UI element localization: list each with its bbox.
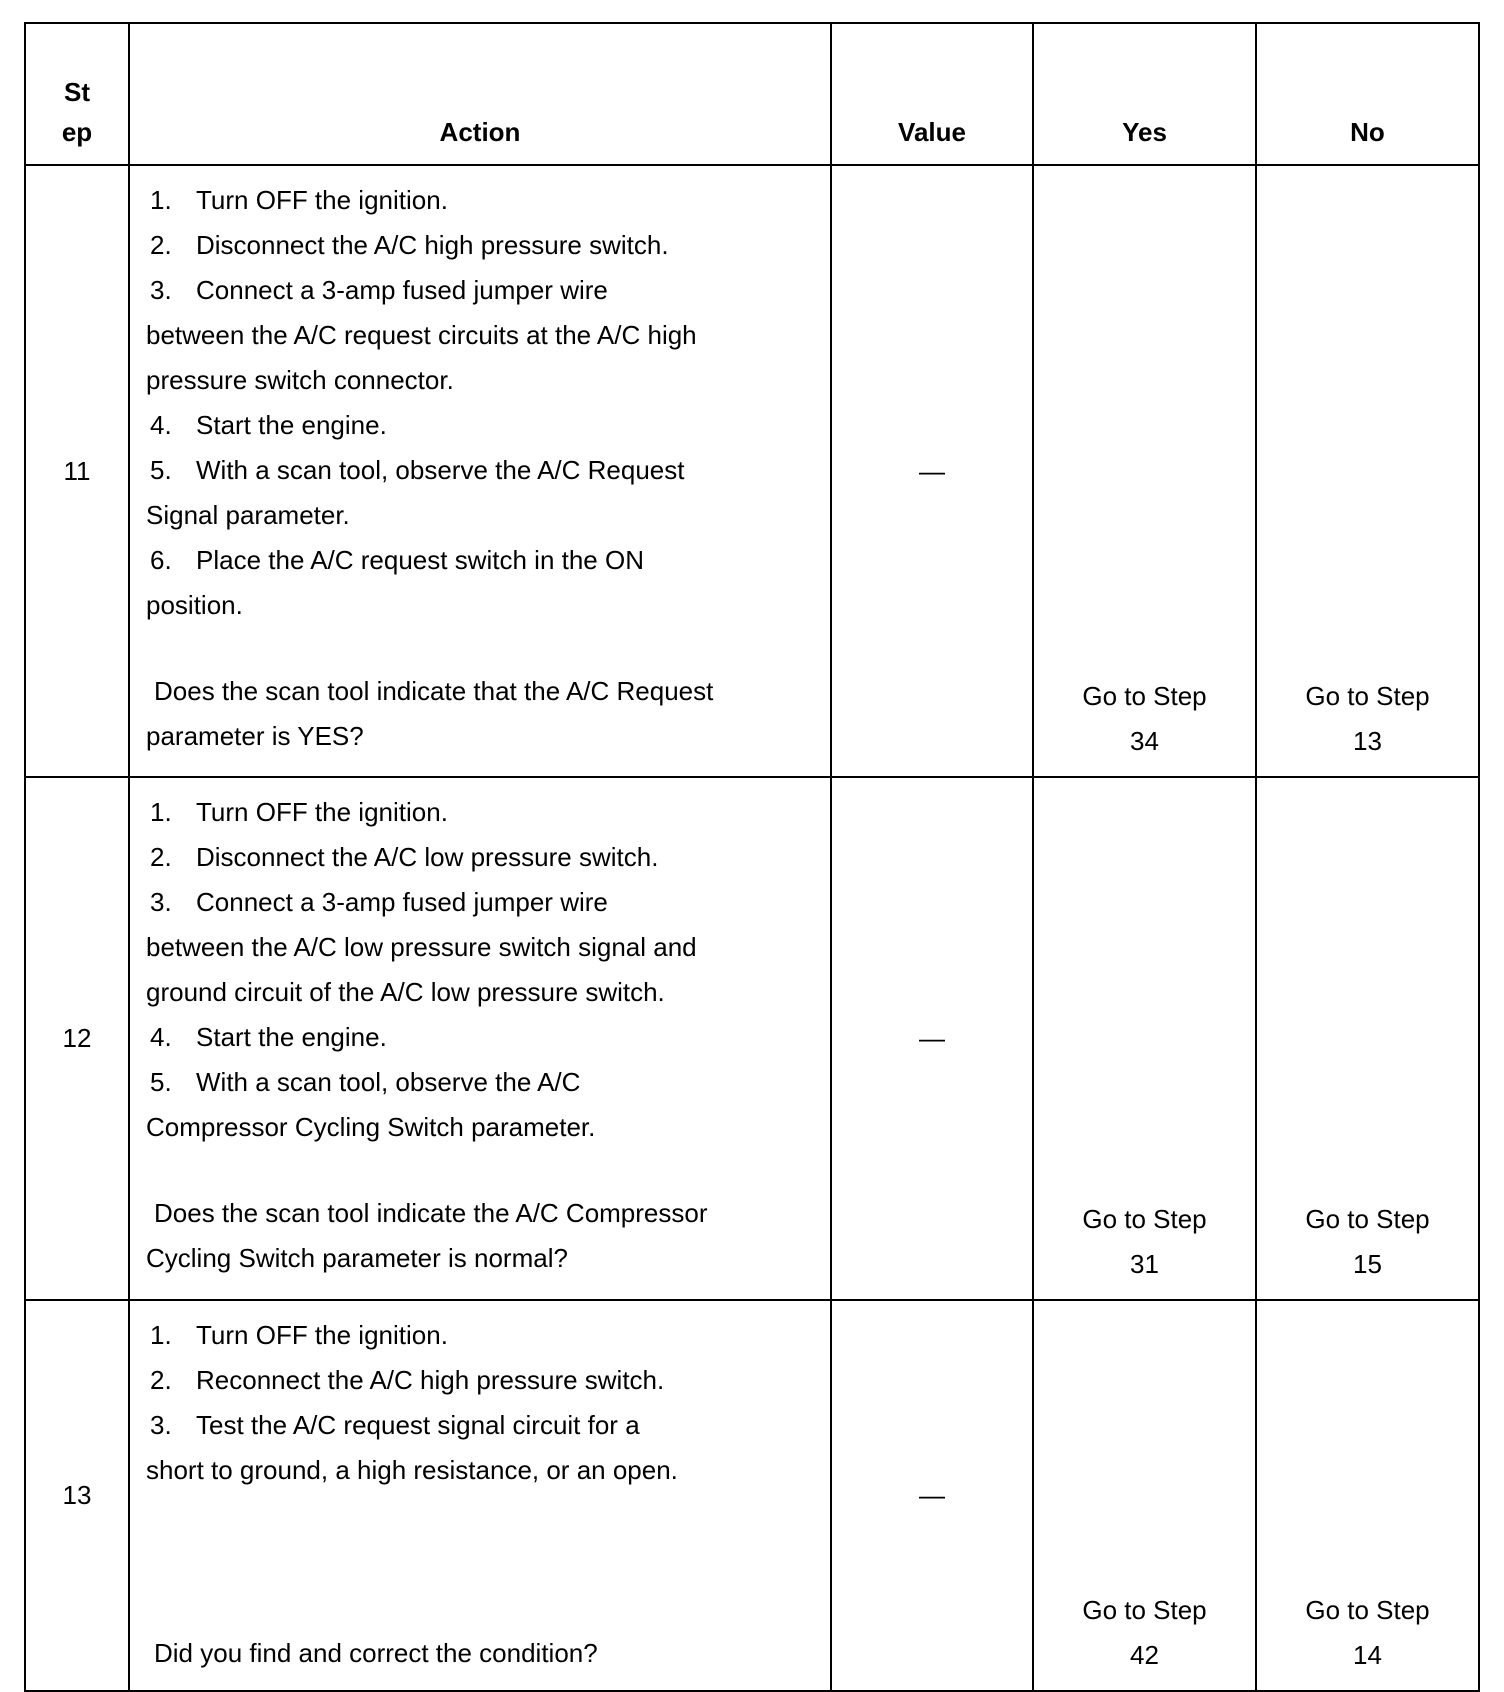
action-item-number: 4. — [150, 1022, 172, 1052]
question-line: parameter is YES? — [146, 721, 364, 751]
no-goto-label: Go to Step — [1305, 1595, 1430, 1625]
action-item-continuation: position. — [146, 590, 243, 620]
no-goto-step: 15 — [1353, 1249, 1382, 1279]
action-item-number: 6. — [150, 545, 172, 575]
header-yes: Yes — [1033, 23, 1256, 165]
yes-goto-step: 31 — [1130, 1249, 1159, 1279]
no-goto-label: Go to Step — [1305, 1204, 1430, 1234]
action-item-text: Disconnect the A/C high pressure switch. — [196, 230, 669, 260]
action-item-number: 1. — [150, 797, 172, 827]
no-goto-cell — [1256, 165, 1479, 777]
action-item-number: 3. — [150, 887, 172, 917]
action-item-continuation: Signal parameter. — [146, 500, 350, 530]
spacer — [146, 628, 816, 669]
action-item-text: Start the engine. — [196, 410, 387, 440]
action-item-text: Reconnect the A/C high pressure switch. — [196, 1365, 665, 1395]
yes-goto-label: Go to Step — [1082, 681, 1207, 711]
action-item-text: Connect a 3-amp fused jumper wire — [196, 275, 608, 305]
table-row — [25, 777, 1479, 1300]
yes-goto-step: 34 — [1130, 726, 1159, 756]
action-item-number: 3. — [150, 275, 172, 305]
action-item-text: With a scan tool, observe the A/C Request — [196, 455, 685, 485]
action-item — [146, 1015, 816, 1060]
action-item — [146, 178, 816, 223]
action-item-continuation: between the A/C request circuits at the A/C high pressure switch connector. — [146, 320, 697, 395]
action-item-text: Turn OFF the ignition. — [196, 1320, 448, 1350]
header-value: Value — [831, 23, 1033, 165]
action-item — [146, 835, 816, 880]
no-goto-label: Go to Step — [1305, 681, 1430, 711]
yes-goto-cell — [1033, 777, 1256, 1300]
action-item-text: Test the A/C request signal circuit for a — [196, 1410, 640, 1440]
action-item — [146, 790, 816, 835]
no-goto-cell — [1256, 777, 1479, 1300]
action-item — [146, 1403, 816, 1448]
action-item — [146, 1313, 816, 1358]
diagnostic-table — [24, 22, 1480, 1692]
action-item — [146, 448, 816, 493]
step-number: 12 — [25, 777, 129, 1300]
action-cell — [129, 1300, 831, 1691]
header-no: No — [1256, 23, 1479, 165]
step-number: 11 — [25, 165, 129, 777]
yes-goto-step: 42 — [1130, 1640, 1159, 1670]
value-cell: — — [831, 165, 1033, 777]
action-item — [146, 538, 816, 583]
action-item-text: Start the engine. — [196, 1022, 387, 1052]
action-item-number: 4. — [150, 410, 172, 440]
action-item-continuation: Compressor Cycling Switch parameter. — [146, 1112, 596, 1142]
yes-goto-label: Go to Step — [1082, 1204, 1207, 1234]
action-item — [146, 880, 816, 925]
step-number: 13 — [25, 1300, 129, 1691]
action-item-text: Place the A/C request switch in the ON — [196, 545, 644, 575]
action-item-text: With a scan tool, observe the A/C — [196, 1067, 581, 1097]
action-item-number: 5. — [150, 1067, 172, 1097]
no-goto-cell — [1256, 1300, 1479, 1691]
action-item — [146, 1060, 816, 1105]
action-item — [146, 403, 816, 448]
yes-goto-cell — [1033, 1300, 1256, 1691]
action-cell — [129, 165, 831, 777]
header-action: Action — [129, 23, 831, 165]
action-item-text: Connect a 3-amp fused jumper wire — [196, 887, 608, 917]
action-item-text: Disconnect the A/C low pressure switch. — [196, 842, 659, 872]
action-item — [146, 1358, 816, 1403]
action-item — [146, 268, 816, 313]
action-item-number: 2. — [150, 842, 172, 872]
table-row — [25, 1300, 1479, 1691]
question-line: Does the scan tool indicate the A/C Compressor — [154, 1198, 708, 1228]
action-item-number: 1. — [150, 1320, 172, 1350]
action-item-number: 2. — [150, 1365, 172, 1395]
no-goto-step: 13 — [1353, 726, 1382, 756]
value-cell: — — [831, 777, 1033, 1300]
action-item-continuation: between the A/C low pressure switch signal and ground circuit of the A/C low pressure switch. — [146, 932, 697, 1007]
action-item-number: 2. — [150, 230, 172, 260]
table-row — [25, 165, 1479, 777]
question-line: Cycling Switch parameter is normal? — [146, 1243, 568, 1273]
spacer — [146, 1493, 816, 1631]
action-item — [146, 223, 816, 268]
action-item-number: 3. — [150, 1410, 172, 1440]
header-step: St ep — [25, 23, 129, 165]
yes-goto-label: Go to Step — [1082, 1595, 1207, 1625]
action-cell — [129, 777, 831, 1300]
action-item-continuation: short to ground, a high resistance, or an open. — [146, 1455, 678, 1485]
yes-goto-cell — [1033, 165, 1256, 777]
action-item-text: Turn OFF the ignition. — [196, 797, 448, 827]
question-line: Does the scan tool indicate that the A/C Request — [154, 676, 714, 706]
question-line: Did you find and correct the condition? — [154, 1638, 598, 1668]
action-item-number: 1. — [150, 185, 172, 215]
value-cell: — — [831, 1300, 1033, 1691]
action-item-number: 5. — [150, 455, 172, 485]
spacer — [146, 1150, 816, 1191]
no-goto-step: 14 — [1353, 1640, 1382, 1670]
header-row — [25, 23, 1479, 165]
action-item-text: Turn OFF the ignition. — [196, 185, 448, 215]
